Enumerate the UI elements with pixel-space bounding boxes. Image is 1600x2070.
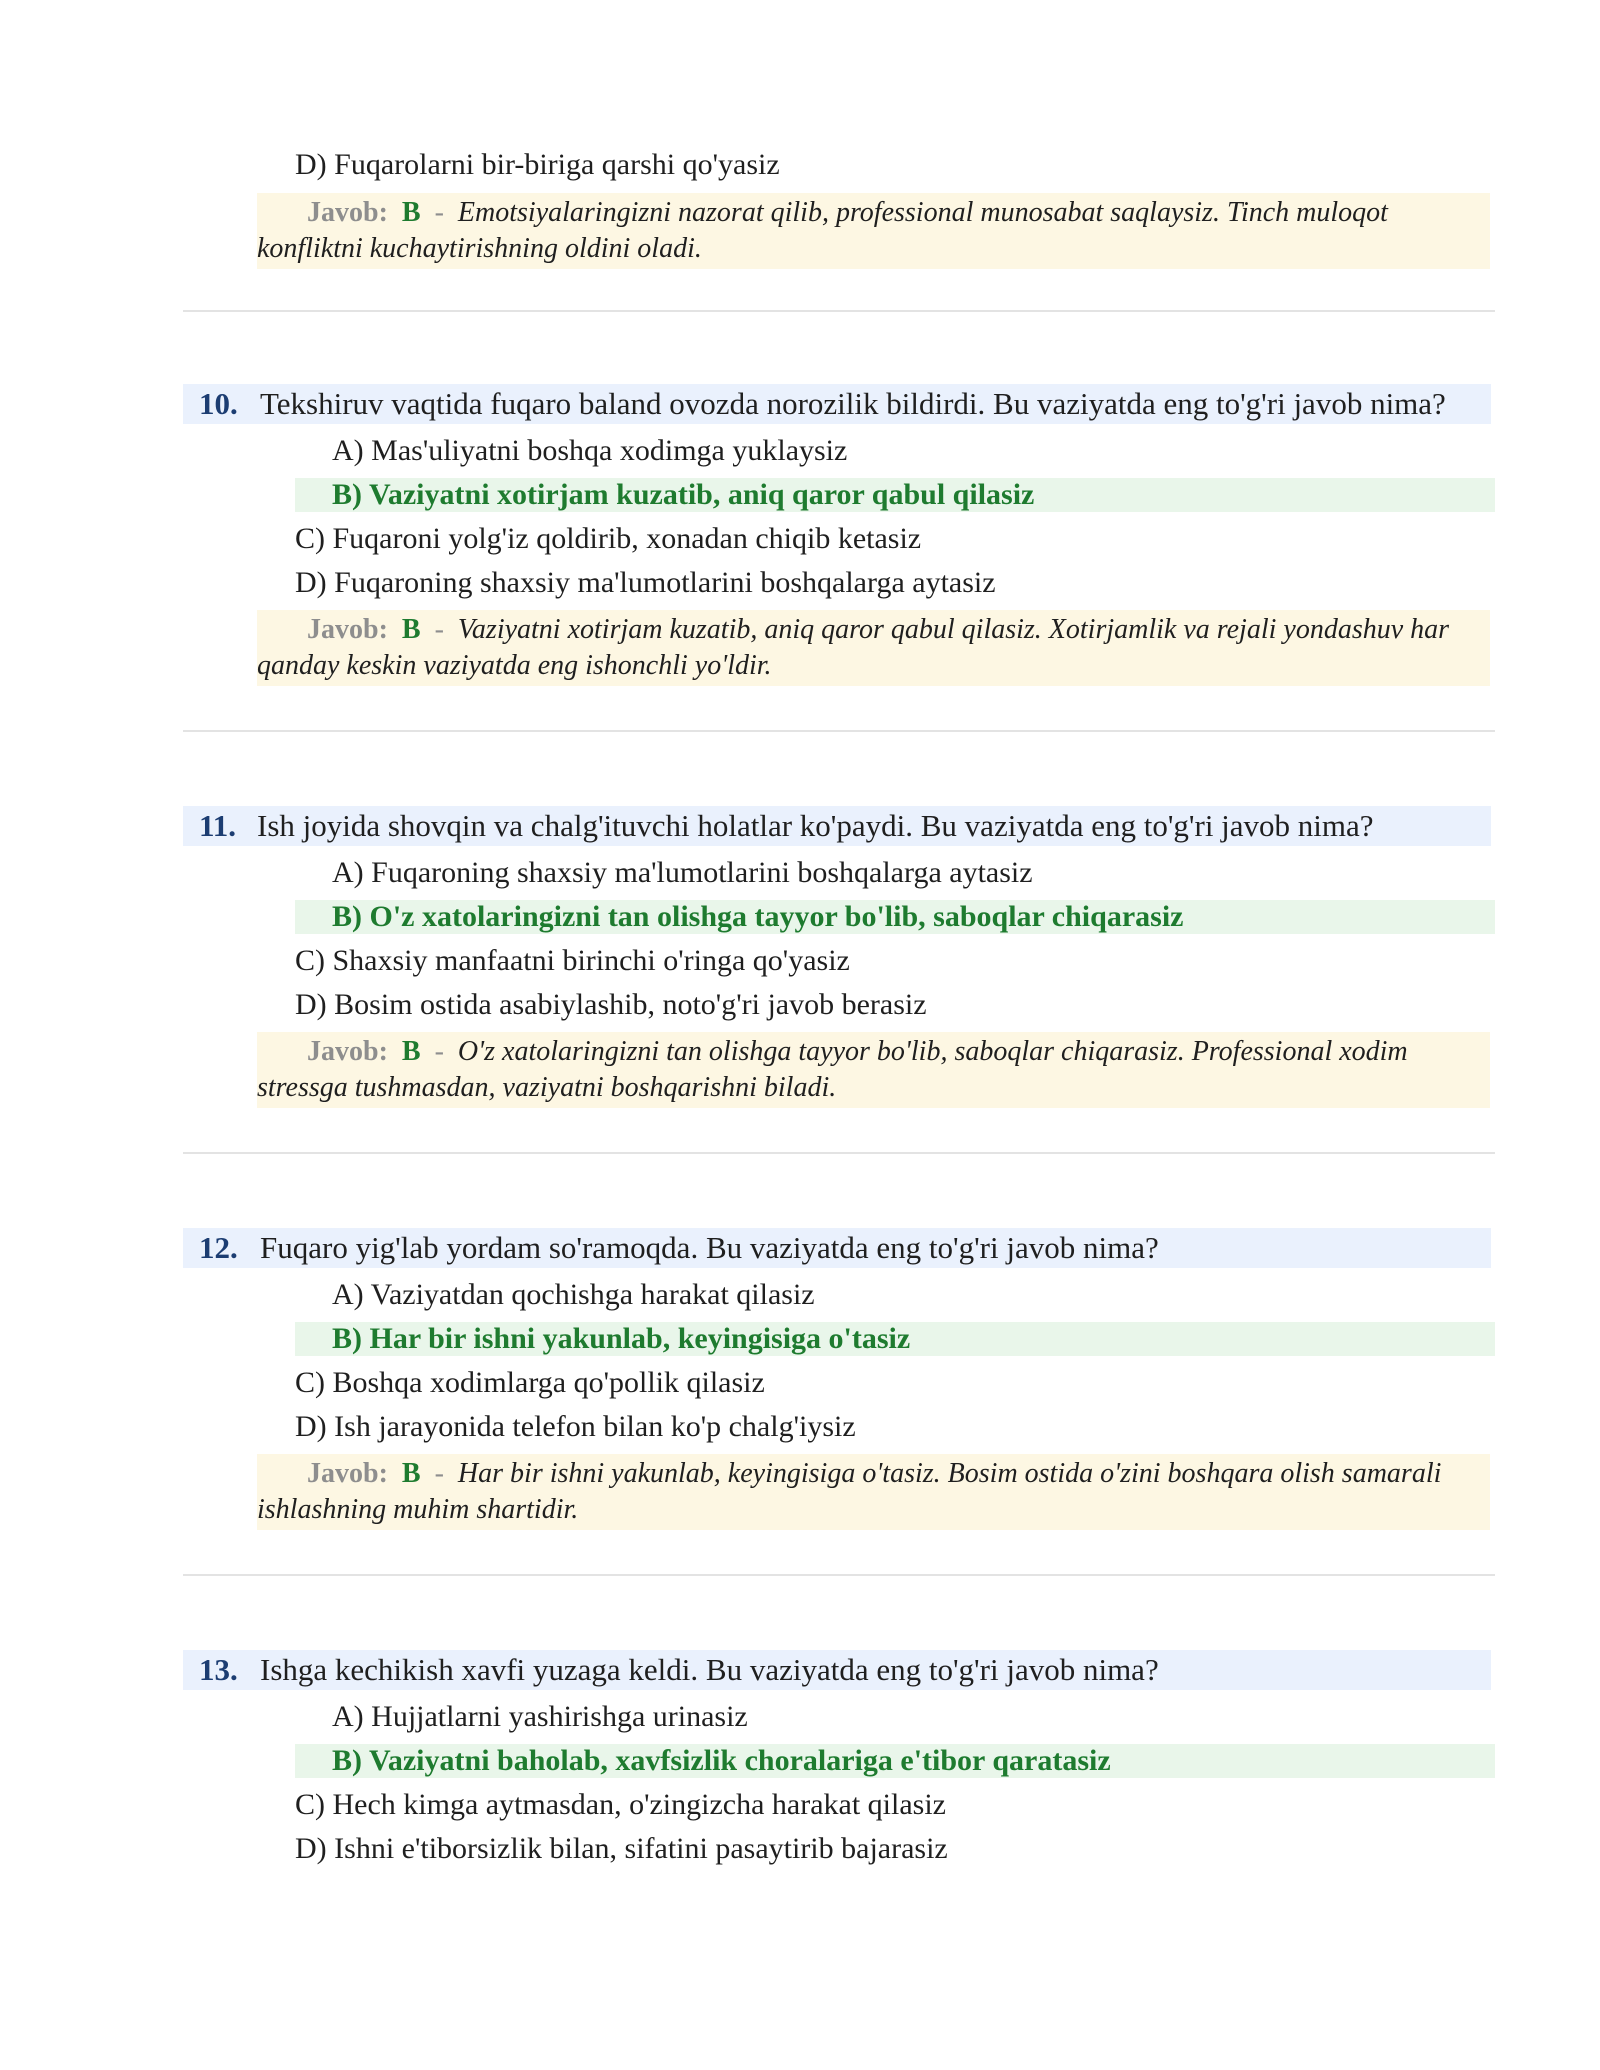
question-header xyxy=(183,806,1491,846)
option-a: A) Mas'uliyatni boshqa xodimga yuklaysiz xyxy=(332,434,848,467)
divider xyxy=(183,730,1495,732)
answer-letter: B xyxy=(401,197,421,228)
option-c: C) Fuqaroni yolg'iz qoldirib, xonadan chiqib ketasiz xyxy=(295,522,922,555)
option-b-correct: B) Vaziyatni baholab, xavfsizlik choralariga e'tibor qaratasiz xyxy=(295,1744,1495,1778)
answer-label: Javob: xyxy=(307,1036,388,1067)
answer-dash: - xyxy=(434,1036,444,1067)
option-a: A) Fuqaroning shaxsiy ma'lumotlarini boshqalarga aytasiz xyxy=(332,856,1033,889)
question-number: 13. xyxy=(199,1652,238,1687)
question-number: 12. xyxy=(199,1230,238,1265)
question-text: Tekshiruv vaqtida fuqaro baland ovozda norozilik bildirdi. Bu vaziyatda eng to'g'ri javob nima? xyxy=(260,386,1446,421)
answer-dash: - xyxy=(434,197,444,228)
answer-explanation: O'z xatolaringizni tan olishga tayyor bo'lib, saboqlar chiqarasiz. Professional xodim stressga tushmasdan, vaziyatni boshqarishni biladi. xyxy=(257,1036,1408,1103)
option-d: D) Fuqarolarni bir-biriga qarshi qo'yasiz xyxy=(295,148,780,181)
divider xyxy=(183,310,1495,312)
divider xyxy=(183,1152,1495,1154)
answer-label: Javob: xyxy=(307,614,388,645)
answer-letter: B xyxy=(401,1036,421,1067)
answer-box xyxy=(257,1032,1490,1108)
answer-box xyxy=(257,610,1490,686)
question-text: Fuqaro yig'lab yordam so'ramoqda. Bu vaziyatda eng to'g'ri javob nima? xyxy=(260,1230,1159,1265)
answer-dash: - xyxy=(434,1458,444,1489)
answer-label: Javob: xyxy=(307,197,388,228)
option-c: C) Shaxsiy manfaatni birinchi o'ringa qo'yasiz xyxy=(295,944,850,977)
divider xyxy=(183,1574,1495,1576)
answer-box xyxy=(257,193,1490,269)
option-d: D) Bosim ostida asabiylashib, noto'g'ri javob berasiz xyxy=(295,988,927,1021)
question-number: 11. xyxy=(199,808,237,843)
answer-explanation: Har bir ishni yakunlab, keyingisiga o'tasiz. Bosim ostida o'zini boshqara olish samarali ishlashning muhim shartidir. xyxy=(257,1458,1442,1525)
question-text: Ishga kechikish xavfi yuzaga keldi. Bu vaziyatda eng to'g'ri javob nima? xyxy=(260,1652,1159,1687)
question-header xyxy=(183,384,1491,424)
question-number: 10. xyxy=(199,386,238,421)
option-c: C) Boshqa xodimlarga qo'pollik qilasiz xyxy=(295,1366,765,1399)
option-c: C) Hech kimga aytmasdan, o'zingizcha harakat qilasiz xyxy=(295,1788,946,1821)
option-d: D) Ishni e'tiborsizlik bilan, sifatini pasaytirib bajarasiz xyxy=(295,1832,948,1865)
answer-explanation: Emotsiyalaringizni nazorat qilib, professional munosabat saqlaysiz. Tinch muloqot konfliktni kuchaytirishning oldini oladi. xyxy=(257,197,1388,264)
question-header xyxy=(183,1228,1491,1268)
option-a: A) Hujjatlarni yashirishga urinasiz xyxy=(332,1700,748,1733)
option-b-correct: B) O'z xatolaringizni tan olishga tayyor bo'lib, saboqlar chiqarasiz xyxy=(295,900,1495,934)
option-b-correct: B) Vaziyatni xotirjam kuzatib, aniq qaror qabul qilasiz xyxy=(295,478,1495,512)
answer-letter: B xyxy=(401,614,421,645)
answer-dash: - xyxy=(434,614,444,645)
question-header xyxy=(183,1650,1491,1690)
option-d: D) Fuqaroning shaxsiy ma'lumotlarini boshqalarga aytasiz xyxy=(295,566,996,599)
option-b-correct: B) Har bir ishni yakunlab, keyingisiga o'tasiz xyxy=(295,1322,1495,1356)
answer-box xyxy=(257,1454,1490,1530)
question-text: Ish joyida shovqin va chalg'ituvchi holatlar ko'paydi. Bu vaziyatda eng to'g'ri javob nima? xyxy=(257,808,1374,843)
option-a: A) Vaziyatdan qochishga harakat qilasiz xyxy=(332,1278,815,1311)
answer-explanation: Vaziyatni xotirjam kuzatib, aniq qaror qabul qilasiz. Xotirjamlik va rejali yondashuv har qanday keskin vaziyatda eng ishonchli yo'ldir. xyxy=(257,614,1450,681)
answer-label: Javob: xyxy=(307,1458,388,1489)
option-d: D) Ish jarayonida telefon bilan ko'p chalg'iysiz xyxy=(295,1410,856,1443)
answer-letter: B xyxy=(401,1458,421,1489)
